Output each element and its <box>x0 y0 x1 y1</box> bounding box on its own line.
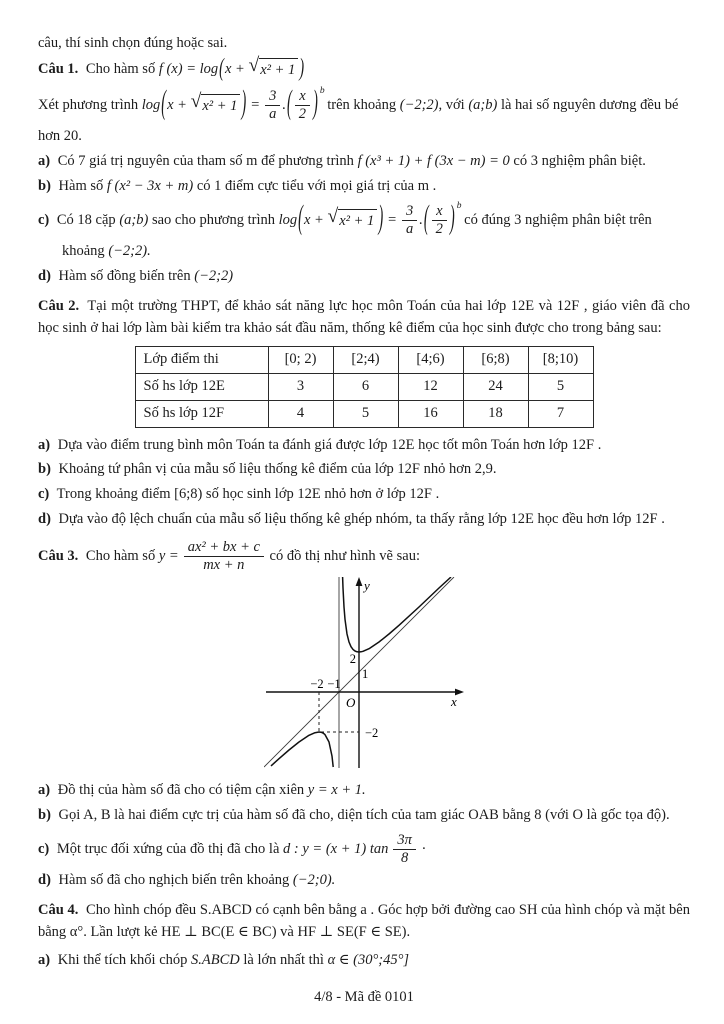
tick-minus2-y: −2 <box>365 726 379 741</box>
q1-line2-mid2: , với <box>438 96 465 113</box>
interval-m2-2: (−2;2) <box>194 268 234 285</box>
item-c-label: c) <box>38 211 50 228</box>
question-4-text: Cho hình chóp đều S.ABCD có cạnh bên bằng a . Góc hợp bởi đường cao SH của hình chóp và mặt bên bằng α°. Lần lượt kẻ HE ⊥ BC(E ∈ BC) và HF ⊥ SE(F ∈ SE). <box>38 902 690 940</box>
pair-ab: (a;b) <box>468 96 498 113</box>
q4-item-a: a) Khi thể tích khối chóp S.ABCD là lớn nhất thì α ∈ (30°;45°] <box>38 951 410 968</box>
item-b-label: b) <box>38 806 51 823</box>
item-d-label: d) <box>38 510 51 527</box>
q3c-symmetry-axis-equation: d : y = (x + 1) tan $\frac{3\pi}{8}$ <box>283 832 418 868</box>
item-c-label: c) <box>38 486 50 503</box>
item-c-label: c) <box>38 840 50 857</box>
table-row <box>135 400 593 427</box>
q3-rational-function: y = $\frac{\text{ax² + bx + c}}{mx + n}$ <box>159 539 266 575</box>
question-2-label: Câu 2. <box>38 297 80 314</box>
table-header-cell: [8;10) <box>528 347 593 374</box>
radical-sign: √ <box>248 54 260 76</box>
x-axis-label: x <box>451 694 457 710</box>
question-1-equation-line <box>38 84 690 124</box>
tick-2: 2 <box>349 652 356 667</box>
interval-m2-2: (−2;2). <box>108 243 151 260</box>
q1-item-b: b) Hàm số f (x² − 3x + m) có 1 điểm cực tiểu với mọi giá trị của m . <box>38 177 437 194</box>
table-cell: 16 <box>398 400 463 427</box>
fraction-x-over-2: $\frac{x}{2}$ <box>295 88 310 124</box>
question-1-heading <box>38 54 690 83</box>
q1-item-a: a) Có 7 giá trị nguyên của tham số m để phương trình f (x³ + 1) + f (3x − m) = 0 có 3 nghiệm phân biệt. <box>38 153 646 170</box>
q3a-asymptote-equation: y = x + 1. <box>307 782 366 799</box>
q1b-expression: f (x² − 3x + m) <box>106 177 194 194</box>
question-2-heading <box>38 296 690 340</box>
page-footer <box>38 987 690 1009</box>
item-d-label: d) <box>38 268 51 285</box>
q2-item-a: a) Dựa vào điểm trung bình môn Toán ta đánh giá được lớp 12E học tốt môn Toán hơn lớp 12F . <box>38 436 602 453</box>
table-header-cell: [4;6) <box>398 347 463 374</box>
item-a-label: a) <box>38 153 51 170</box>
item-b-label: b) <box>38 177 51 194</box>
fraction-3-over-a: $\frac{3}{a}$ <box>402 203 417 239</box>
function-graph-figure <box>38 577 690 777</box>
fraction-3-over-a: $\frac{3}{a}$ <box>265 88 280 124</box>
table-cell: 18 <box>463 400 528 427</box>
table-cell: 24 <box>463 374 528 401</box>
table-cell: 6 <box>333 374 398 401</box>
table-header-cell: [6;8) <box>463 347 528 374</box>
q2-item-b: b) Khoảng tứ phân vị của mẫu số liệu thống kê điểm của lớp 12F nhỏ hơn 2,9. <box>38 461 497 478</box>
q1-item-c: c) Có 18 cặp (a;b) sao cho phương trình log ( x + √ x² + 1 ) = $\frac{3}{a}$ . ( $\frac{x}{2}$ ) b có đúng 3 nghiệm phân biệt trên <box>38 199 652 238</box>
sqrt-expression: √ x² + 1 <box>327 209 377 233</box>
question-1-line3: hơn 20. <box>38 128 82 145</box>
q1-item-c-line2: khoảng (−2;2). <box>62 243 151 260</box>
q1-line2-lead: Xét phương trình <box>38 96 139 113</box>
fraction-3pi-over-8: $\frac{3\pi}{8}$ <box>393 832 416 868</box>
question-1-label: Câu 1. <box>38 60 79 77</box>
pair-ab: (a;b) <box>119 211 149 228</box>
question-3-intro: Cho hàm số <box>85 547 156 564</box>
question-4-heading <box>38 900 690 944</box>
tick-minus1-x: −1 <box>327 677 341 692</box>
q1-line2-mid: trên khoảng <box>327 96 397 113</box>
tick-minus2-x: −2 <box>310 677 324 692</box>
top-line-text: câu, thí sinh chọn đúng hoặc sai. <box>38 35 228 51</box>
q1-log-equation: log ( x + √ x² + 1 ) = $\frac{3}{a}$ . ( $\frac{x}{2}$ ) b <box>141 84 325 123</box>
question-1-intro: Cho hàm số <box>85 60 156 77</box>
score-table <box>135 346 594 427</box>
table-cell: 5 <box>333 400 398 427</box>
origin-label: O <box>346 695 356 711</box>
question-3-label: Câu 3. <box>38 547 79 564</box>
table-row-name: Số hs lớp 12F <box>135 400 268 427</box>
curve-lower-branch <box>271 732 333 767</box>
item-a-label: a) <box>38 951 51 968</box>
y-axis-label: y <box>364 578 370 594</box>
q1-function-formula: f (x) = log ( x + √ x² + 1 ) <box>158 54 305 83</box>
question-4-label: Câu 4. <box>38 902 79 919</box>
table-cell: 3 <box>268 374 333 401</box>
interval-m2-0: (−2;0). <box>292 872 336 889</box>
q4a-angle-condition: α ∈ (30°;45°] <box>327 951 410 968</box>
q3-item-b: b) Gọi A, B là hai điểm cực trị của hàm số đã cho, diện tích của tam giác OAB bằng 8 (với O là gốc tọa độ). <box>38 806 670 823</box>
table-cell: 5 <box>528 374 593 401</box>
exponent-b: b <box>319 86 325 97</box>
page-number-and-code: 4/8 - Mã đề 0101 <box>314 989 414 1006</box>
radical-sign: √ <box>327 205 339 227</box>
item-a-label: a) <box>38 782 51 799</box>
question-2-intro: Tại một trường THPT, để khảo sát năng lực học môn Toán của hai lớp 12E và 12F , giáo viên đã cho học sinh ở hai lớp làm bài kiểm tra khảo sát đầu năm, thống kê điểm của học sinh được cho trong bảng sau: <box>38 297 690 336</box>
y-axis-arrow <box>356 577 363 586</box>
q1-line2-tail: là hai số nguyên dương đều bé <box>500 96 679 113</box>
sqrt-expression: √ x² + 1 <box>191 94 241 118</box>
q1-item-d: d) Hàm số đồng biến trên (−2;2) <box>38 268 234 285</box>
pyramid-name: S.ABCD <box>191 951 240 968</box>
table-header-cell: Lớp điểm thi <box>135 347 268 374</box>
tick-1: 1 <box>362 667 369 682</box>
top-continuation-line <box>38 33 690 55</box>
q2-item-c: c) Trong khoảng điểm [6;8) số học sinh lớp 12E nhỏ hơn ở lớp 12F . <box>38 486 440 503</box>
table-cell: 12 <box>398 374 463 401</box>
table-row-name: Số hs lớp 12E <box>135 374 268 401</box>
sqrt-expression: √ x² + 1 <box>248 58 298 82</box>
function-graph-svg <box>264 577 464 769</box>
radical-sign: √ <box>190 90 202 112</box>
rational-fraction: $\frac{\text{ax² + bx + c}}{mx + n}$ <box>184 539 264 575</box>
table-header-row <box>135 347 593 374</box>
q2-item-d: d) Dựa vào độ lệch chuẩn của mẫu số liệu thống kê ghép nhóm, ta thấy rằng lớp 12E học đều hơn lớp 12F . <box>38 510 665 527</box>
table-cell: 7 <box>528 400 593 427</box>
item-d-label: d) <box>38 872 51 889</box>
q1c-log-equation: log ( x + √ x² + 1 ) = $\frac{3}{a}$ . ( $\frac{x}{2}$ ) b <box>278 199 462 238</box>
fraction-x-over-2: $\frac{x}{2}$ <box>432 203 447 239</box>
item-a-label: a) <box>38 436 51 453</box>
table-header-cell: [2;4) <box>333 347 398 374</box>
table-header-cell: [0; 2) <box>268 347 333 374</box>
q3-item-a: a) Đồ thị của hàm số đã cho có tiệm cận xiên y = x + 1. <box>38 782 366 799</box>
q3-item-c: c) Một trục đối xứng của đồ thị đã cho là d : y = (x + 1) tan $\frac{3\pi}{8}$ · <box>38 831 427 866</box>
exponent-b: b <box>456 201 462 212</box>
question-3-intro-post: có đồ thị như hình vẽ sau: <box>269 547 420 564</box>
table-cell: 4 <box>268 400 333 427</box>
q1a-equation: f (x³ + 1) + f (3x − m) = 0 <box>357 153 510 170</box>
item-b-label: b) <box>38 461 51 478</box>
table-row <box>135 374 593 401</box>
q3-item-d: d) Hàm số đã cho nghịch biến trên khoảng (−2;0). <box>38 872 336 889</box>
interval-m2-2: (−2;2) <box>399 96 439 113</box>
question-3-heading <box>38 539 690 575</box>
